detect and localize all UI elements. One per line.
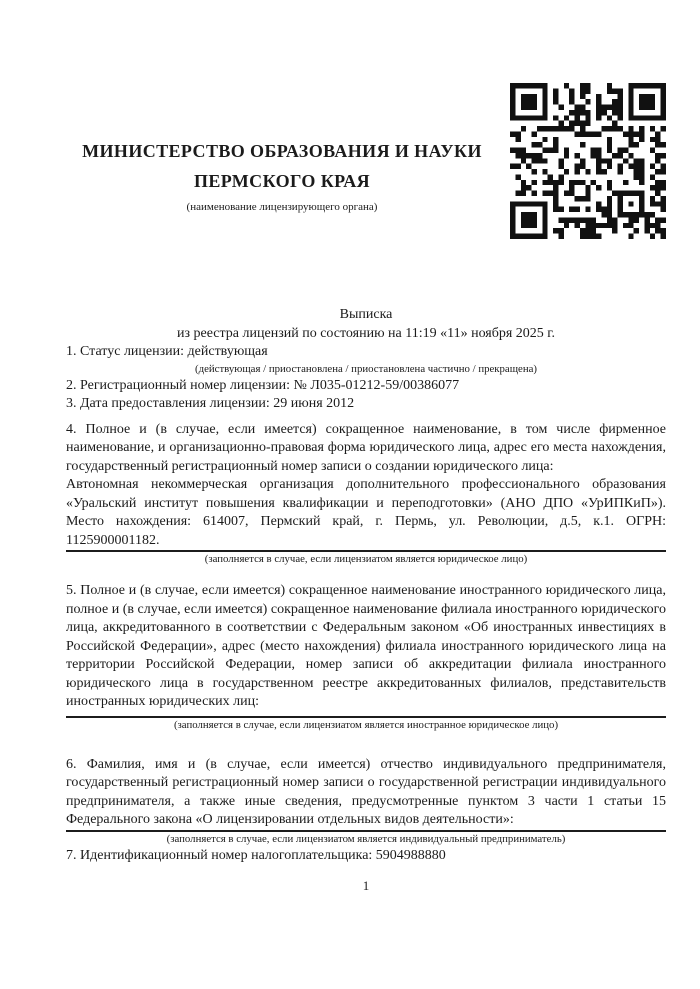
page-number: 1 xyxy=(362,878,370,893)
item-1-license-status: 1. Статус лицензии: действующая xyxy=(66,344,268,359)
document-header xyxy=(66,83,666,239)
item-2-registration-number: 2. Регистрационный номер лицензии: № Л035-01212-59/00386077 xyxy=(66,377,460,393)
document-body xyxy=(66,343,666,865)
document-title xyxy=(66,306,666,343)
item-5-fill-in-caption: (заполняется в случае, если лицензиатом является иностранное юридическое лицо) xyxy=(66,716,666,733)
item-3-license-grant-date: 3. Дата предоставления лицензии: 29 июня 2012 xyxy=(66,396,355,411)
licensing-authority-block xyxy=(66,83,510,239)
item-4-fill-in-caption: (заполняется в случае, если лицензиатом является юридическое лицо) xyxy=(66,550,666,567)
title-line1: Выписка xyxy=(339,307,393,322)
qr-code-icon xyxy=(510,83,666,239)
item-7-taxpayer-number: 7. Идентификационный номер налогоплательщика: 5904988880 xyxy=(66,847,446,863)
item-6-question: 6. Фамилия, имя и (в случае, если имеется) отчество индивидуального предпринимателя, государственный регистрационный номер записи о государственной регистрации индивидуального предпринимателя, а также иные сведения, предусмотренные пунктом 3 части 1 статьи 15 Федерального закона «О лицензировании отдельных видов деятельности»: xyxy=(66,756,666,827)
item-6-individual-entrepreneur-info xyxy=(66,756,666,847)
ministry-name-line2: ПЕРМСКОГО КРАЯ xyxy=(193,171,371,191)
title-line2: из реестра лицензий по состоянию на 11:19 «11» ноября 2025 г. xyxy=(177,325,555,341)
item-4-answer: Автономная некоммерческая организация дополнительного профессионального образования «Уральский институт повышения квалификации и переподготовки» (АНО ДПО «УрИПКиП»). Место нахождения: 614007, Пермский край, г. Пермь, ул. Революции, д.5, к.1. ОГРН: 1125900001182. xyxy=(66,477,666,548)
item-6-fill-in-caption: (заполняется в случае, если лицензиатом является индивидуальный предприниматель) xyxy=(66,830,666,847)
item-4-legal-entity-info xyxy=(66,421,666,568)
item-5-foreign-entity-info xyxy=(66,582,666,733)
ministry-caption: (наименование лицензирующего органа) xyxy=(186,201,378,213)
ministry-name-line1: МИНИСТЕРСТВО ОБРАЗОВАНИЯ И НАУКИ xyxy=(82,141,482,161)
item-4-question: 4. Полное и (в случае, если имеется) сокращенное наименование, в том числе фирменное наименование, и организационно-правовая форма юридического лица, адрес его места нахождения, государственный регистрационный номер записи о создании юридического лица: xyxy=(66,421,666,474)
item-5-question: 5. Полное и (в случае, если имеется) сокращенное наименование иностранного юридического лица, полное и (в случае, если имеется) сокращенное наименование филиала иностранного юридического лица, аккредитованного в соответствии с Федеральным законом «Об иностранных инвестициях в Российской Федерации», адрес (место нахождения) филиала иностранного юридического лица на территории Российской Федерации, номер записи об аккредитации филиала иностранного юридического лица в государственном реестре аккредитованных филиалов, представительств иностранных юридических лиц: xyxy=(66,583,666,709)
item-1-caption: (действующая / приостановлена / приостановлена частично / прекращена) xyxy=(195,362,537,375)
